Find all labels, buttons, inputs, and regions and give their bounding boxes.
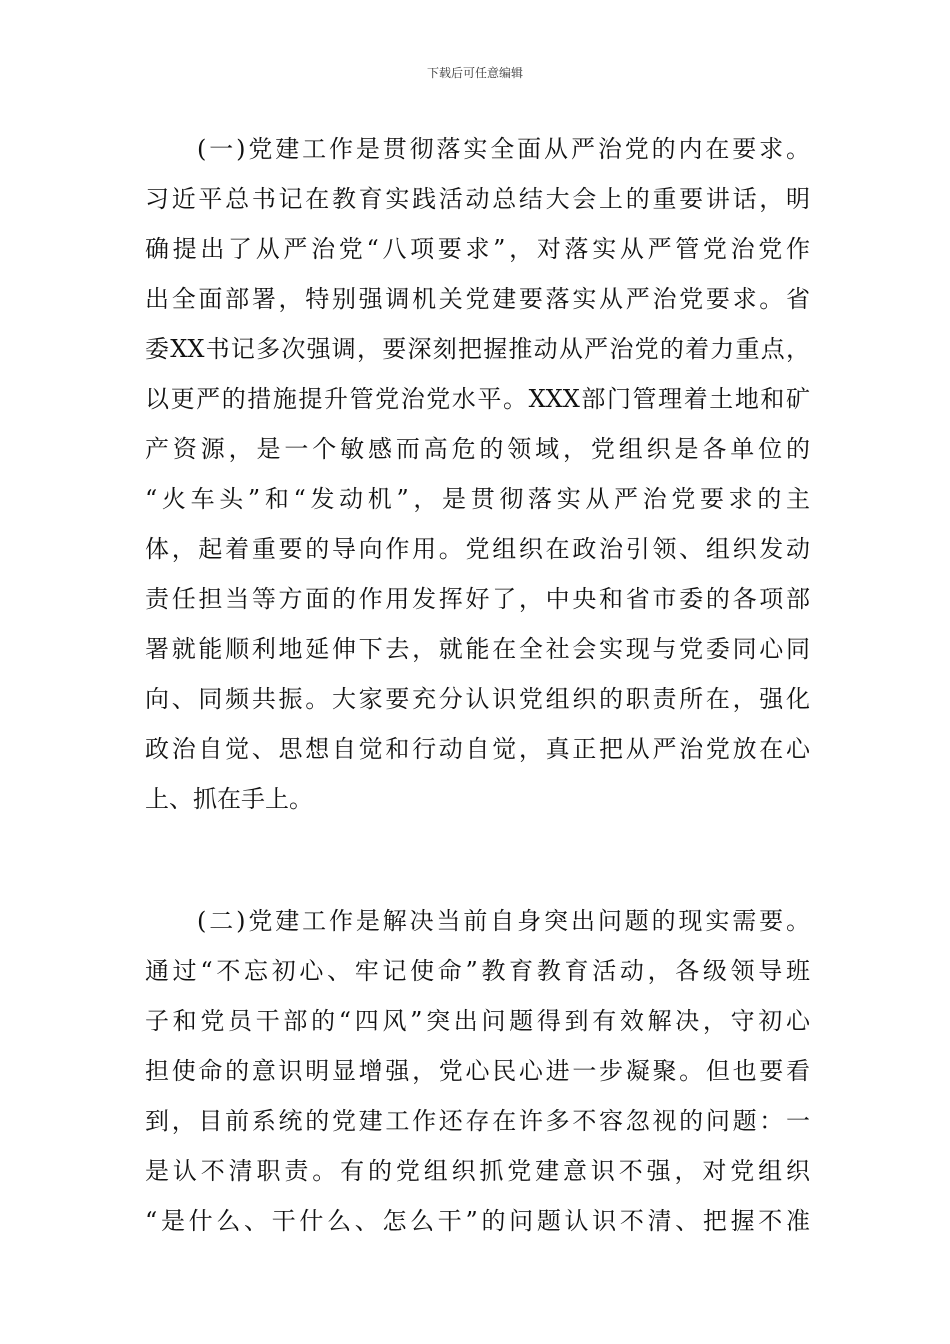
page-header: 下载后可任意编辑: [426, 66, 523, 80]
paragraph-2: [145, 896, 810, 1246]
paragraph-line: (一)党建工作是贯彻落实全面从严治党的内在要求。: [197, 135, 810, 163]
paragraph-line: 向、同频共振。大家要充分认识党组织的职责所在，强化: [145, 685, 810, 713]
paragraph-line: 担使命的意识明显增强，党心民心进一步凝聚。但也要看: [145, 1057, 810, 1085]
paragraph-line: 委XX书记多次强调，要深刻把握推动从严治党的着力重点，: [145, 335, 810, 363]
paragraph-line: “火车头”和“发动机”，是贯彻落实从严治党要求的主: [145, 485, 810, 513]
paragraph-line: 以更严的措施提升管党治党水平。XXX部门管理着土地和矿: [145, 385, 810, 413]
paragraph-spacer: [145, 824, 810, 896]
paragraph-line: 体，起着重要的导向作用。党组织在政治引领、组织发动: [145, 535, 810, 563]
paragraph-line: (二)党建工作是解决当前自身突出问题的现实需要。: [197, 907, 810, 935]
paragraph-line: “是什么、干什么、怎么干”的问题认识不清、把握不准: [145, 1207, 810, 1235]
paragraph-line: 署就能顺利地延伸下去，就能在全社会实现与党委同心同: [145, 635, 810, 663]
paragraph-line: 产资源，是一个敏感而高危的领域，党组织是各单位的: [145, 435, 810, 463]
paragraph-line: 习近平总书记在教育实践活动总结大会上的重要讲话，明: [145, 185, 810, 213]
document-body: [145, 124, 810, 1246]
paragraph-line: 到，目前系统的党建工作还存在许多不容忽视的问题：一: [145, 1107, 810, 1135]
paragraph-line: 责任担当等方面的作用发挥好了，中央和省市委的各项部: [145, 585, 810, 613]
paragraph-line: 政治自觉、思想自觉和行动自觉，真正把从严治党放在心: [145, 735, 810, 763]
paragraph-line: 出全面部署，特别强调机关党建要落实从严治党要求。省: [145, 285, 810, 313]
paragraph-line: 是认不清职责。有的党组织抓党建意识不强，对党组织: [145, 1157, 810, 1185]
paragraph-line: 确提出了从严治党“八项要求”，对落实从严管党治党作: [145, 235, 810, 263]
paragraph-1: [145, 124, 810, 824]
paragraph-line: 通过“不忘初心、牢记使命”教育教育活动，各级领导班: [145, 957, 810, 985]
paragraph-line: 子和党员干部的“四风”突出问题得到有效解决，守初心: [145, 1007, 810, 1035]
paragraph-line: 上、抓在手上。: [145, 785, 313, 813]
